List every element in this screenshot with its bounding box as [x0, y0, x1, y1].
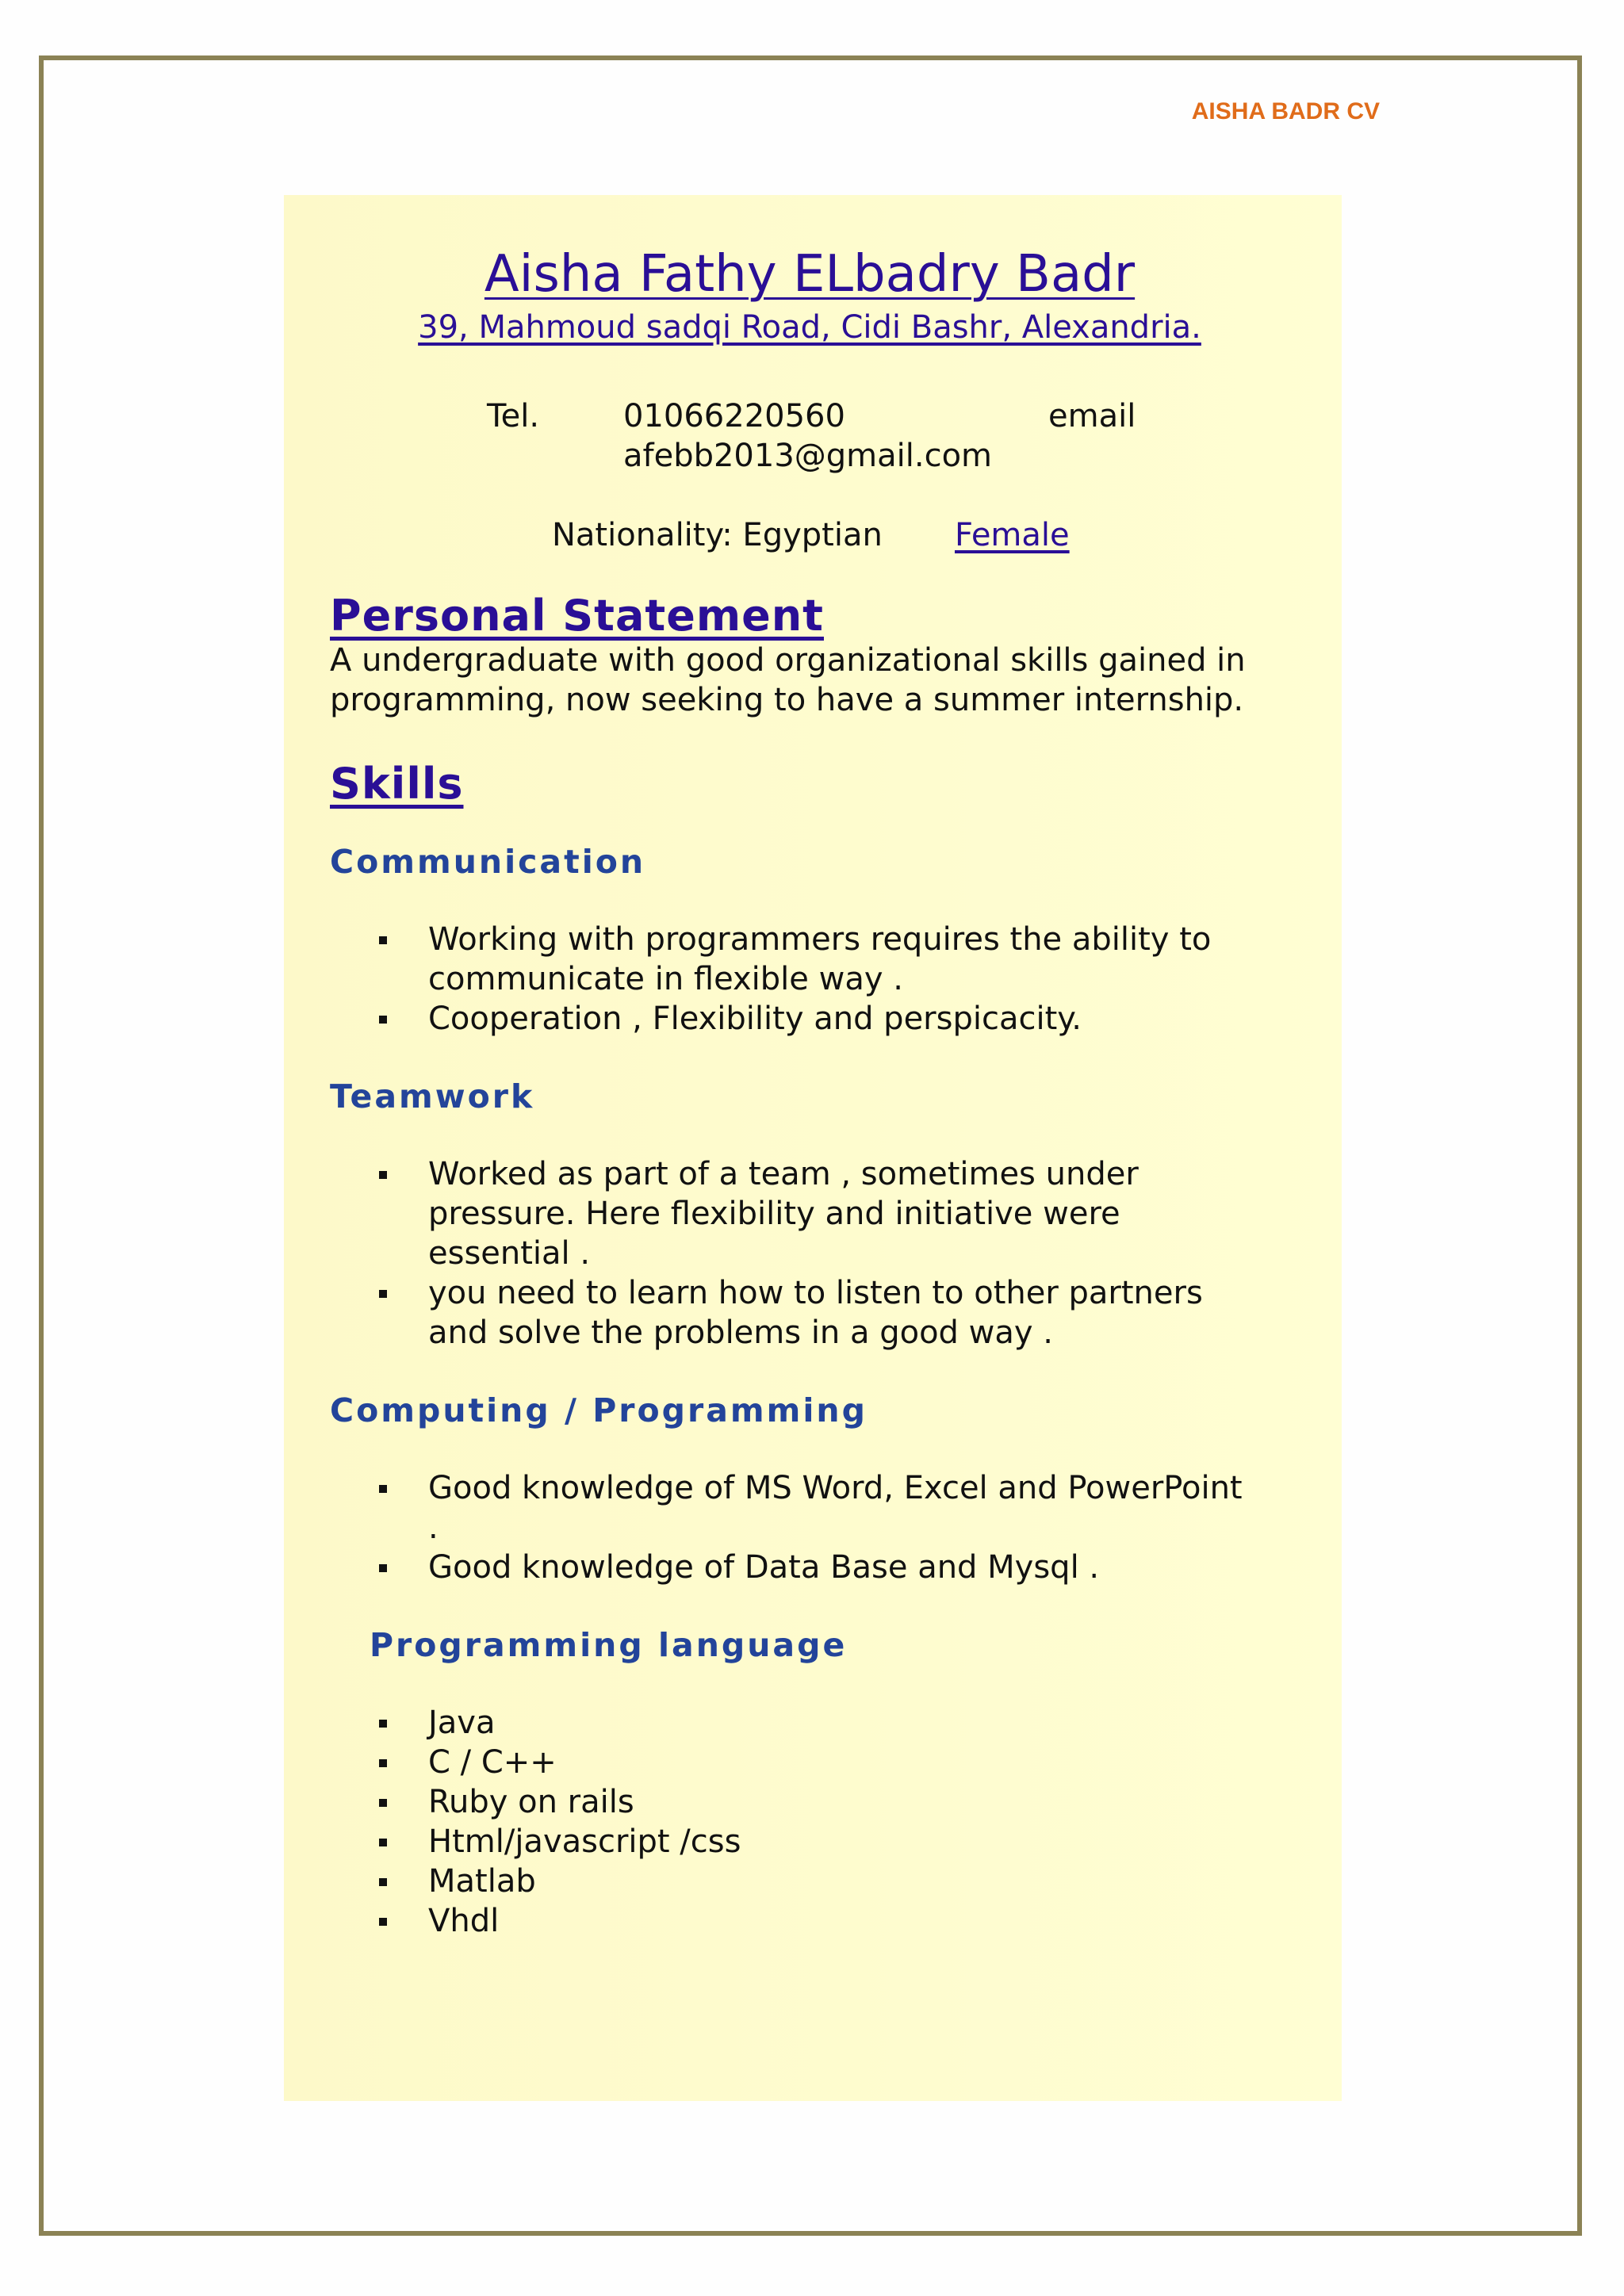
programming-language-list: [330, 1703, 1305, 1941]
list-item: [330, 1273, 1305, 1353]
list-item-line: Java: [428, 1705, 496, 1741]
computing-list: [330, 1468, 1305, 1587]
personal-statement-text: [330, 641, 1305, 720]
nationality: Nationality: Egyptian: [552, 517, 883, 553]
list-item: [330, 999, 1305, 1039]
programming-language-heading: Programming language: [370, 1626, 848, 1664]
list-item: [330, 1901, 1305, 1941]
header-label: AISHA BADR CV: [1191, 98, 1380, 124]
bullet-icon: [379, 1799, 387, 1807]
list-item-line: communicate in flexible way .: [428, 961, 903, 997]
communication-heading: Communication: [330, 843, 646, 881]
personal-statement-line: programming, now seeking to have a summer internship.: [330, 682, 1244, 718]
list-item-line: Good knowledge of Data Base and Mysql .: [428, 1549, 1100, 1586]
list-item: [330, 1154, 1305, 1273]
gender-link[interactable]: Female: [955, 517, 1070, 553]
list-item-line: essential .: [428, 1235, 591, 1272]
list-item: [330, 1703, 1305, 1743]
bullet-icon: [379, 1839, 387, 1846]
bullet-icon: [379, 1918, 387, 1926]
tel-value: 01066220560: [623, 398, 845, 434]
teamwork-heading: Teamwork: [330, 1077, 535, 1115]
list-item-line: pressure. Here flexibility and initiative were: [428, 1196, 1120, 1232]
bullet-icon: [379, 1016, 387, 1024]
personal-statement-heading: Personal Statement: [330, 591, 824, 641]
list-item-line: Working with programmers requires the ability to: [428, 921, 1212, 958]
candidate-name[interactable]: Aisha Fathy ELbadry Badr: [484, 245, 1136, 304]
bullet-icon: [379, 1759, 387, 1767]
list-item-line: Cooperation , Flexibility and perspicacity.: [428, 1001, 1082, 1037]
bullet-icon: [379, 1878, 387, 1886]
bullet-icon: [379, 1720, 387, 1728]
list-item-line: Matlab: [428, 1863, 536, 1900]
bullet-icon: [379, 936, 387, 944]
list-item-line: Good knowledge of MS Word, Excel and PowerPoint: [428, 1470, 1243, 1506]
bullet-icon: [379, 1564, 387, 1572]
skills-heading: Skills: [330, 759, 464, 809]
bullet-icon: [379, 1290, 387, 1298]
communication-list: [330, 920, 1305, 1039]
tel-label: Tel.: [487, 398, 540, 434]
list-item: [330, 920, 1305, 999]
list-item: [330, 1862, 1305, 1901]
personal-statement-line: A undergraduate with good organizational skills gained in: [330, 642, 1246, 679]
email-value: afebb2013@gmail.com: [623, 438, 993, 474]
list-item-line: Ruby on rails: [428, 1784, 634, 1820]
computing-heading: Computing / Programming: [330, 1391, 868, 1429]
nationality-row: [330, 515, 1305, 555]
cv-content: [330, 246, 1305, 1941]
contact-row: [330, 396, 1305, 479]
list-item-line: you need to learn how to listen to other partners: [428, 1275, 1203, 1311]
list-item-line: .: [428, 1510, 439, 1546]
list-item: [330, 1548, 1305, 1587]
list-item-line: Vhdl: [428, 1903, 500, 1939]
list-item: [330, 1822, 1305, 1862]
teamwork-list: [330, 1154, 1305, 1353]
list-item-line: Worked as part of a team , sometimes under: [428, 1156, 1139, 1192]
list-item-line: Html/javascript /css: [428, 1823, 741, 1860]
list-item-line: C / C++: [428, 1744, 557, 1781]
list-item-line: and solve the problems in a good way .: [428, 1314, 1053, 1351]
bullet-icon: [379, 1485, 387, 1493]
bullet-icon: [379, 1171, 387, 1179]
list-item: [330, 1468, 1305, 1548]
email-label: email: [1048, 398, 1136, 434]
list-item: [330, 1782, 1305, 1822]
address-link[interactable]: 39, Mahmoud sadqi Road, Cidi Bashr, Alexandria.: [418, 309, 1201, 346]
list-item: [330, 1743, 1305, 1782]
